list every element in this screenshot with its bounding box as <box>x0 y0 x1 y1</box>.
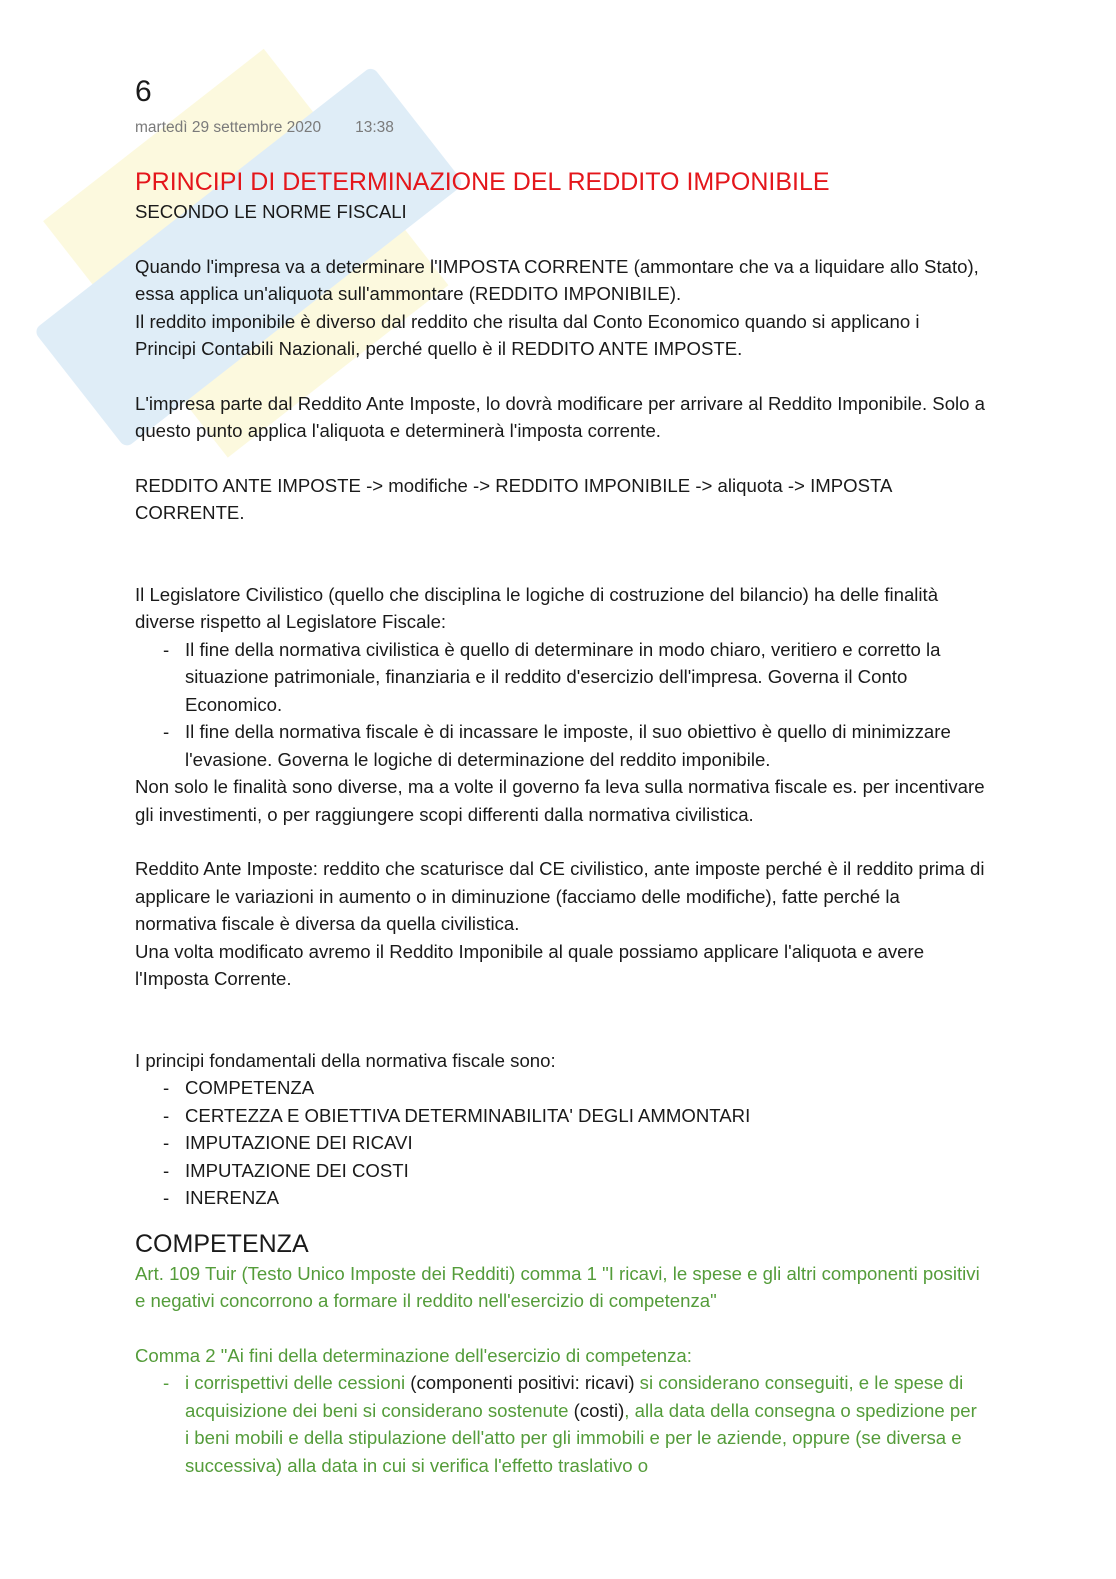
intro-paragraph-3: L'impresa parte dal Reddito Ante Imposte, lo dovrà modificare per arrivare al Reddito Imponibile. Solo a questo punto applica l'aliquota e determinerà l'imposta corrente. <box>135 392 986 441</box>
list-item <box>185 1369 985 1479</box>
legislator-list <box>135 636 985 774</box>
intro-paragraph-2: Il reddito imponibile è diverso dal reddito che risulta dal Conto Economico quando si applicano i Principi Contabili Nazionali, perché quello è il REDDITO ANTE IMPOSTE. <box>135 310 920 359</box>
item-text: si considerano conseguiti, e le spese di acquisizione dei beni si considerano sostenute <box>185 1372 964 1421</box>
competenza-heading: COMPETENZA <box>135 1229 309 1258</box>
document-page <box>135 74 985 1479</box>
competenza-list <box>135 1369 985 1479</box>
page-number: 6 <box>135 75 152 108</box>
list-item: - IMPUTAZIONE DEI RICAVI <box>185 1129 985 1157</box>
reddito-ante-paragraph-2: Una volta modificato avremo il Reddito Imponibile al quale possiamo applicare l'aliquota e avere l'Imposta Corrente. <box>135 940 925 989</box>
list-item: - INERENZA <box>185 1184 985 1212</box>
legislator-intro: Il Legislatore Civilistico (quello che disciplina le logiche di costruzione del bilancio) ha delle finalità diverse rispetto al Legislatore Fiscale: <box>135 583 939 632</box>
intro-paragraph-1: Quando l'impresa va a determinare l'IMPOSTA CORRENTE (ammontare che va a liquidare allo Stato), essa applica un'aliquota sull'ammontare (REDDITO IMPONIBILE). <box>135 255 979 304</box>
note-time: 13:38 <box>355 119 394 136</box>
list-item: - CERTEZZA E OBIETTIVA DETERMINABILITA' DEGLI AMMONTARI <box>185 1102 985 1130</box>
item-note: (componenti positivi: ricavi) <box>410 1372 635 1393</box>
reddito-ante-paragraph-1: Reddito Ante Imposte: reddito che scaturisce dal CE civilistico, ante imposte perché è il reddito prima di applicare le variazioni in aumento o in diminuzione (facciamo delle modifiche), fatte perché la normativa fiscale è diversa da quella civilistica. <box>135 858 985 934</box>
flow-paragraph: REDDITO ANTE IMPOSTE -> modifiche -> REDDITO IMPONIBILE -> aliquota -> IMPOSTA CORRENTE. <box>135 474 892 523</box>
list-item: - COMPETENZA <box>185 1074 985 1102</box>
note-date: martedì 29 settembre 2020 <box>135 119 322 136</box>
legislator-outro: Non solo le finalità sono diverse, ma a volte il governo fa leva sulla normativa fiscale es. per incentivare gli investimenti, o per raggiungere scopi differenti dalla normativa civilistica. <box>135 776 985 825</box>
item-text: i corrispettivi delle cessioni <box>185 1372 411 1393</box>
list-item: - Il fine della normativa fiscale è di incassare le imposte, il suo obiettivo è quello di minimizzare l'evasione. Governa le logiche di determinazione del reddito imponibile. <box>185 718 985 773</box>
list-item: - IMPUTAZIONE DEI COSTI <box>185 1157 985 1185</box>
competenza-comma-2: Comma 2 "Ai fini della determinazione dell'esercizio di competenza: <box>135 1344 692 1366</box>
section-title: PRINCIPI DI DETERMINAZIONE DEL REDDITO IMPONIBILE <box>135 168 830 196</box>
note-meta <box>135 116 985 140</box>
competenza-art: Art. 109 Tuir (Testo Unico Imposte dei Redditi) comma 1 "I ricavi, le spese e gli altri componenti positivi e negativi concorrono a formare il reddito nell'esercizio di competenza" <box>135 1262 980 1311</box>
principi-intro: I principi fondamentali della normativa fiscale sono: <box>135 1049 556 1071</box>
principi-list <box>135 1074 985 1212</box>
section-subtitle: SECONDO LE NORME FISCALI <box>135 201 407 222</box>
item-text: , alla data della consegna o spedizione per i beni mobili e della stipulazione dell'atto per gli immobili e per le aziende, oppure (se diversa e successiva) alla data in cui si verifica l'effetto traslativo o <box>185 1399 977 1476</box>
item-note: (costi) <box>573 1399 625 1421</box>
list-item: - Il fine della normativa civilistica è quello di determinare in modo chiaro, veritiero e corretto la situazione patrimoniale, finanziaria e il reddito d'esercizio dell'impresa. Governa il Conto Economico. <box>185 636 985 719</box>
